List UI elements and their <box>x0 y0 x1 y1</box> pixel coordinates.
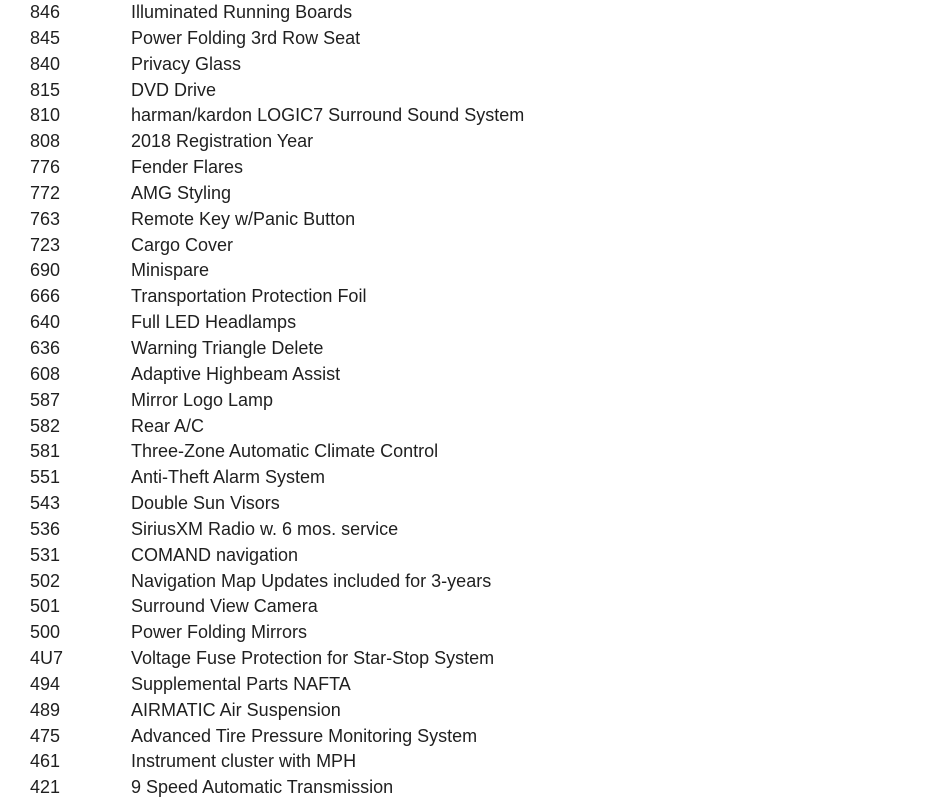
option-code: 640 <box>30 312 61 333</box>
option-code: 723 <box>30 234 61 255</box>
option-description: DVD Drive <box>131 79 217 100</box>
option-description: Mirror Logo Lamp <box>131 389 274 410</box>
option-code: 475 <box>30 725 61 746</box>
option-code: 502 <box>30 570 61 591</box>
option-row <box>0 0 928 26</box>
option-description: SiriusXM Radio w. 6 mos. service <box>131 518 399 539</box>
option-description: Transportation Protection Foil <box>131 286 367 307</box>
option-description: Advanced Tire Pressure Monitoring System <box>131 725 478 746</box>
option-code: 421 <box>30 777 61 798</box>
option-description: Adaptive Highbeam Assist <box>131 363 341 384</box>
option-description: Remote Key w/Panic Button <box>131 208 356 229</box>
option-code: 581 <box>30 441 61 462</box>
option-description: Anti-Theft Alarm System <box>131 467 326 488</box>
option-code: 845 <box>30 27 61 48</box>
option-code: 840 <box>30 53 61 74</box>
option-code: 551 <box>30 467 61 488</box>
option-row <box>0 672 928 698</box>
option-row <box>0 78 928 104</box>
option-description: Illuminated Running Boards <box>131 2 353 22</box>
option-code: 582 <box>30 415 61 436</box>
option-code: 489 <box>30 699 61 720</box>
option-code: 536 <box>30 518 61 539</box>
option-description: 9 Speed Automatic Transmission <box>131 777 394 798</box>
option-description: 2018 Registration Year <box>131 131 314 152</box>
option-row <box>0 155 928 181</box>
option-description: Warning Triangle Delete <box>131 337 324 358</box>
option-code: 636 <box>30 337 61 358</box>
option-code: 846 <box>30 2 61 22</box>
option-code: 543 <box>30 493 61 514</box>
option-code: 501 <box>30 596 61 617</box>
option-description: Double Sun Visors <box>131 493 280 514</box>
option-description: Cargo Cover <box>131 234 234 255</box>
option-code: 763 <box>30 208 61 229</box>
option-row <box>0 620 928 646</box>
option-row <box>0 284 928 310</box>
option-description: AMG Styling <box>131 182 232 203</box>
option-row <box>0 207 928 233</box>
option-row <box>0 698 928 724</box>
option-code: 494 <box>30 673 61 694</box>
option-description: Voltage Fuse Protection for Star-Stop System <box>131 648 495 669</box>
option-description: Instrument cluster with MPH <box>131 751 357 772</box>
option-code: 531 <box>30 544 61 565</box>
option-description: harman/kardon LOGIC7 Surround Sound System <box>131 105 525 126</box>
option-code: 690 <box>30 260 61 281</box>
option-description: Supplemental Parts NAFTA <box>131 673 351 694</box>
option-code: 4U7 <box>30 648 64 669</box>
option-row <box>0 749 928 775</box>
option-code: 500 <box>30 622 61 643</box>
option-row <box>0 569 928 595</box>
option-description: AIRMATIC Air Suspension <box>131 699 341 720</box>
option-code: 461 <box>30 751 61 772</box>
option-description: Fender Flares <box>131 157 244 178</box>
option-description: Minispare <box>131 260 210 281</box>
option-description: Three-Zone Automatic Climate Control <box>131 441 439 462</box>
option-row <box>0 465 928 491</box>
option-row <box>0 724 928 750</box>
option-row <box>0 646 928 672</box>
option-row <box>0 362 928 388</box>
option-row <box>0 103 928 129</box>
option-row <box>0 129 928 155</box>
option-row <box>0 517 928 543</box>
option-row <box>0 310 928 336</box>
option-description: COMAND navigation <box>131 544 299 565</box>
option-row <box>0 491 928 517</box>
option-row <box>0 233 928 259</box>
option-description: Navigation Map Updates included for 3-years <box>131 570 492 591</box>
option-description: Power Folding 3rd Row Seat <box>131 27 361 48</box>
option-code: 776 <box>30 157 61 178</box>
option-row <box>0 336 928 362</box>
option-code: 587 <box>30 389 61 410</box>
option-row <box>0 26 928 52</box>
option-code: 810 <box>30 105 61 126</box>
option-row <box>0 775 928 801</box>
option-row <box>0 543 928 569</box>
option-row <box>0 414 928 440</box>
option-row <box>0 52 928 78</box>
option-row <box>0 388 928 414</box>
option-code: 666 <box>30 286 61 307</box>
option-description: Power Folding Mirrors <box>131 622 308 643</box>
option-row <box>0 594 928 620</box>
option-description: Surround View Camera <box>131 596 318 617</box>
option-code: 608 <box>30 363 61 384</box>
option-row <box>0 181 928 207</box>
option-description: Full LED Headlamps <box>131 312 297 333</box>
option-code: 808 <box>30 131 61 152</box>
option-description: Privacy Glass <box>131 53 242 74</box>
option-description: Rear A/C <box>131 415 205 436</box>
option-row <box>0 258 928 284</box>
option-row <box>0 439 928 465</box>
option-code: 815 <box>30 79 61 100</box>
option-code: 772 <box>30 182 61 203</box>
